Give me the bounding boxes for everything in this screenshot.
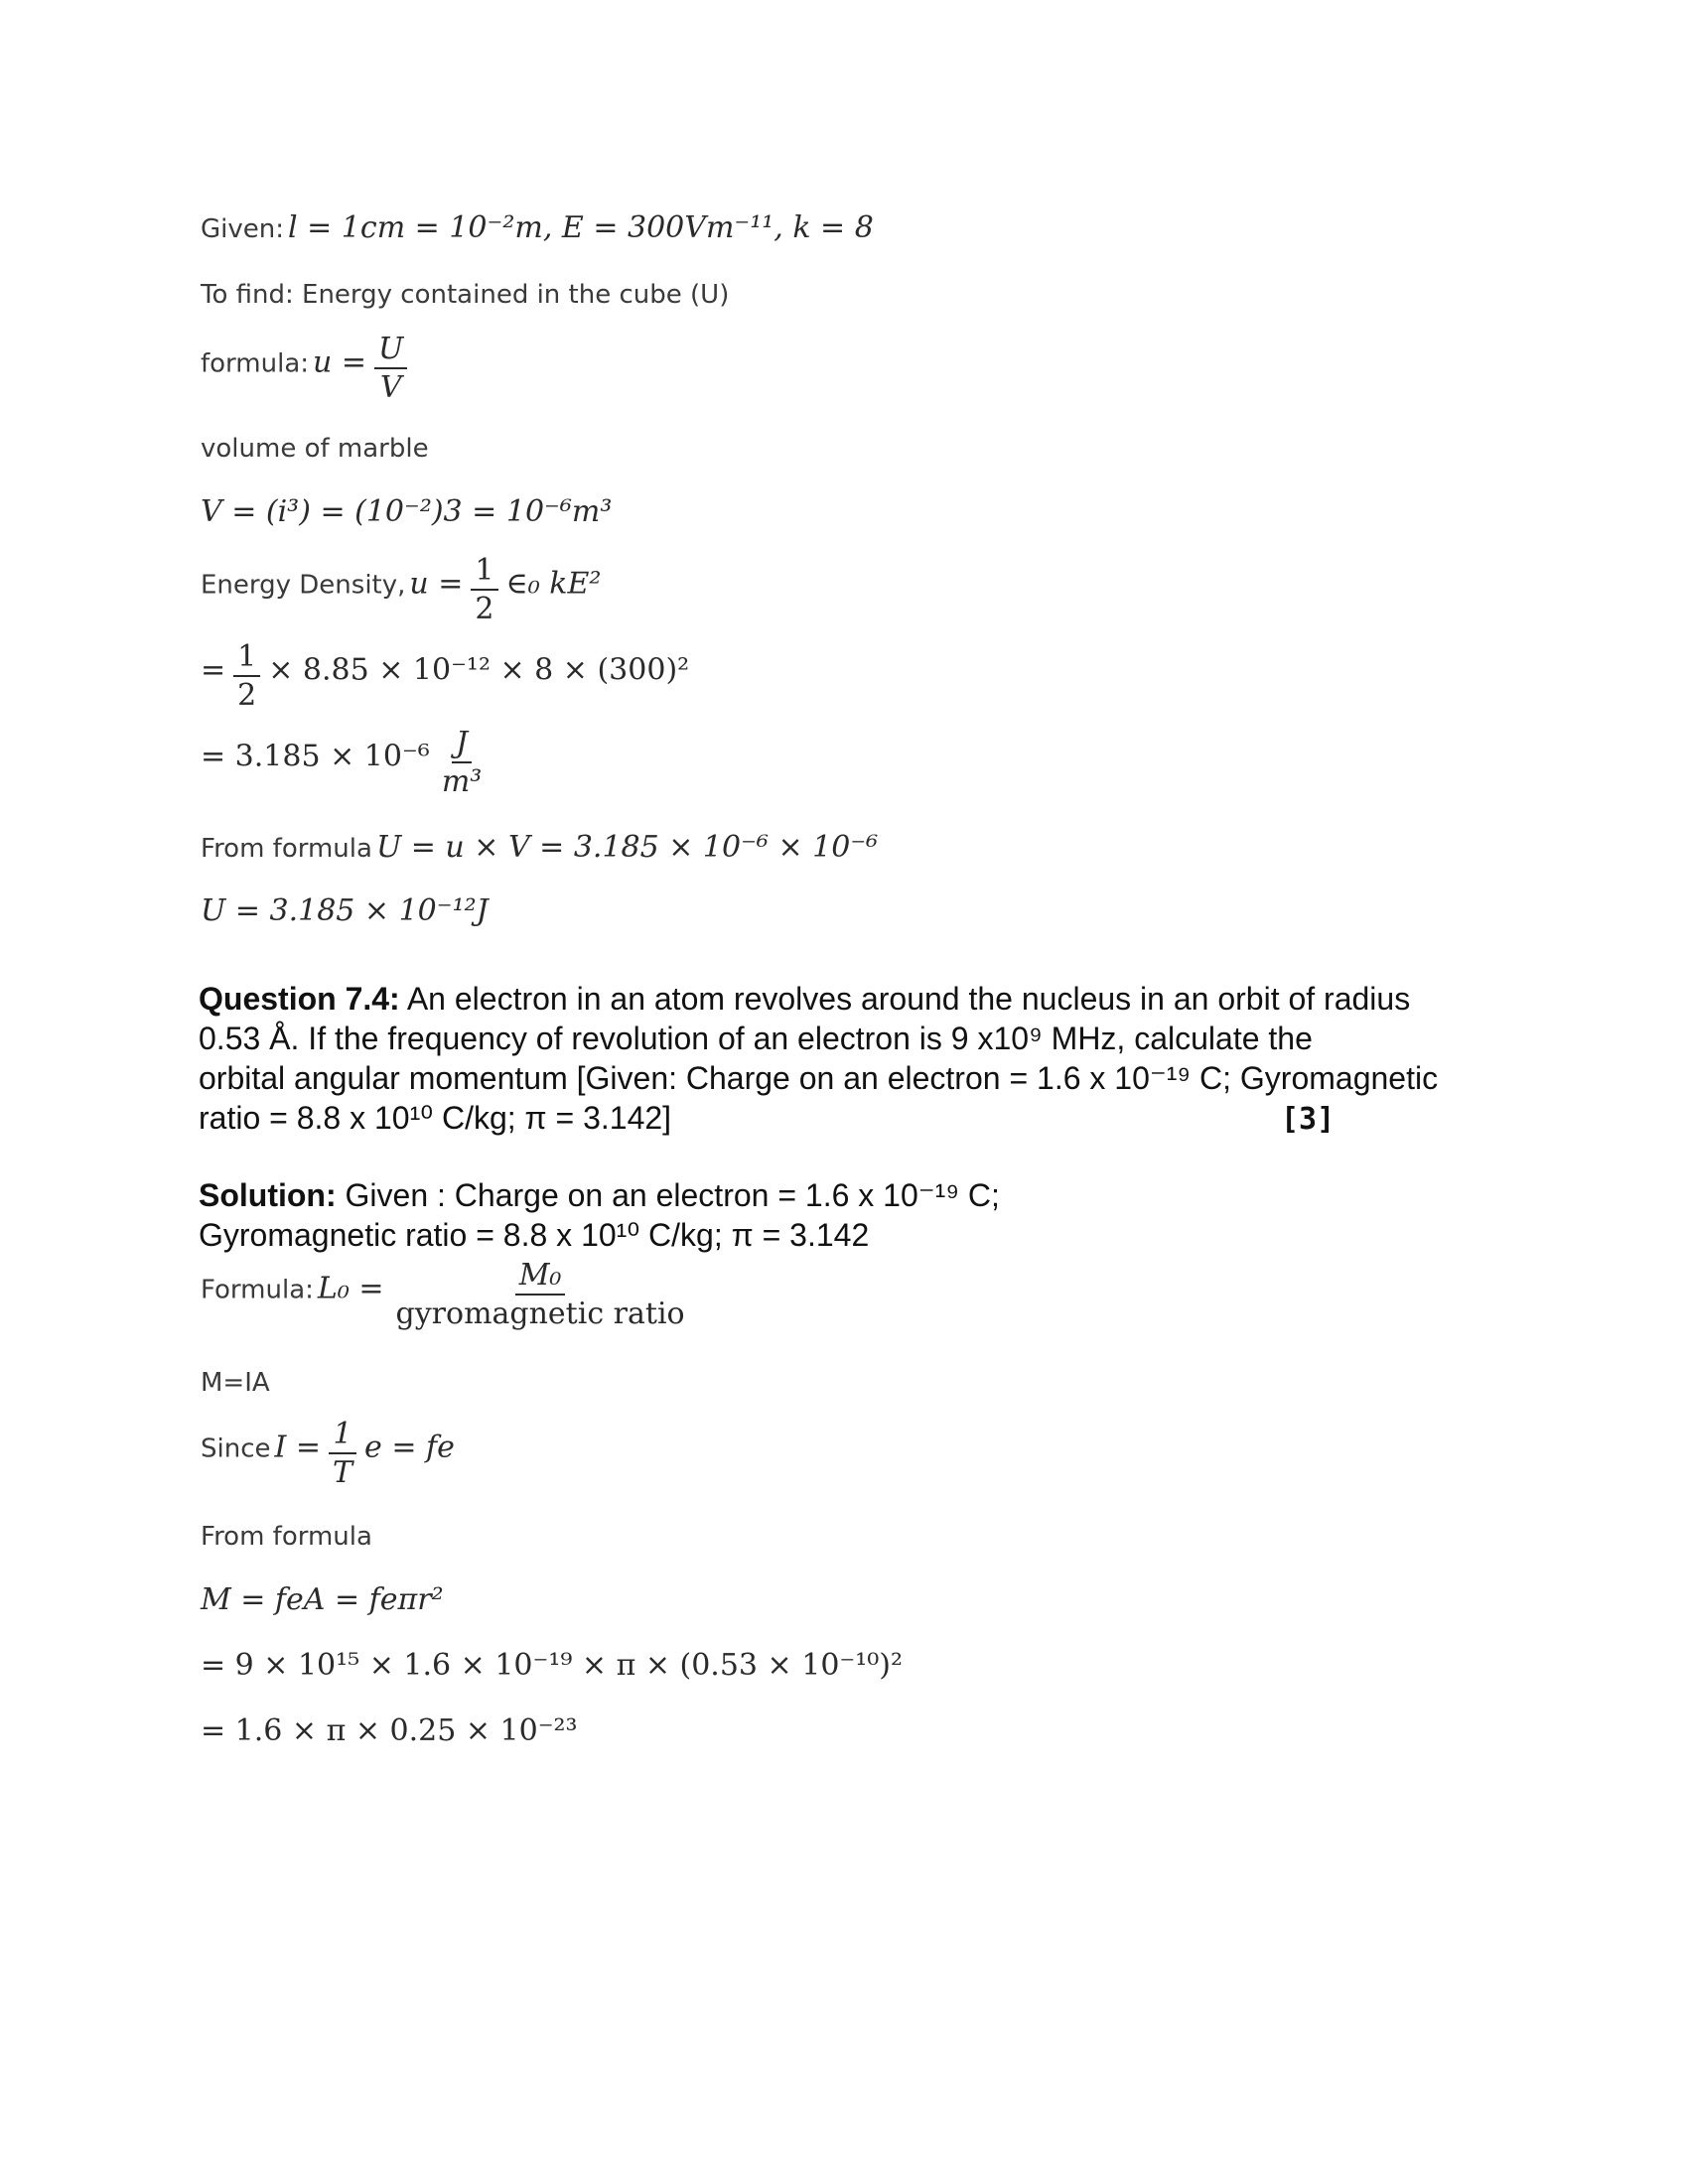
from-formula-label: From formula	[201, 834, 372, 864]
fraction-u-over-v	[374, 333, 407, 404]
formula-u-line	[201, 333, 411, 404]
solution-7-4-given	[199, 1175, 1489, 1255]
formula-lhs: L₀ =	[317, 1271, 384, 1306]
solution-line-1	[199, 1175, 1489, 1215]
step1-line	[201, 640, 689, 712]
solution-line-2: Gyromagnetic ratio = 8.8 x 10¹⁰ C/kg; π = 3.142	[199, 1217, 870, 1253]
m-expression: M = feA = feπr²	[201, 1582, 444, 1617]
question-line-3: orbital angular momentum [Given: Charge on an electron = 1.6 x 10⁻¹⁹ C; Gyromagnetic	[199, 1060, 1439, 1096]
fraction-one-half	[233, 640, 260, 712]
formula-label: Formula:	[201, 1275, 314, 1305]
fraction-denominator: T	[333, 1455, 353, 1490]
since-label: Since	[201, 1433, 271, 1464]
from-formula-label-2: From formula	[201, 1522, 372, 1552]
fraction-numerator: 1	[233, 640, 260, 677]
step2-line	[201, 727, 490, 798]
solution-given-text: Given : Charge on an electron = 1.6 x 10⁻¹⁹ C;	[345, 1177, 1000, 1213]
from-formula-u-line	[201, 830, 878, 865]
fraction-denominator: m³	[441, 764, 483, 799]
formula-lhs: u =	[313, 344, 367, 380]
question-line-2: 0.53 Å. If the frequency of revolution of an electron is 9 x10⁹ MHz, calculate the	[199, 1021, 1313, 1056]
since-rhs: e = fe	[364, 1430, 455, 1465]
fraction-one-over-t	[329, 1418, 356, 1489]
question-label: Question 7.4:	[199, 981, 400, 1017]
since-lhs: I =	[274, 1430, 322, 1465]
fraction-denominator: V	[379, 370, 402, 405]
formula-label: formula:	[201, 348, 310, 379]
energy-density-label: Energy Density,	[201, 570, 406, 601]
marks-badge: [3]	[1281, 1102, 1336, 1137]
from-formula-expression: U = u × V = 3.185 × 10⁻⁶ × 10⁻⁶	[375, 830, 879, 865]
m-equals-ia: M=IA	[201, 1368, 270, 1398]
given-expression: l = 1cm = 10⁻²m, E = 300Vm⁻¹¹, k = 8	[288, 210, 874, 245]
to-find-line: To find: Energy contained in the cube (U)	[201, 280, 730, 310]
solution-label: Solution:	[199, 1177, 337, 1213]
result-u: U = 3.185 × 10⁻¹²J	[201, 893, 489, 928]
fraction-numerator: M₀	[515, 1259, 566, 1296]
fraction-numerator: J	[452, 727, 472, 763]
question-line-1	[199, 979, 1489, 1019]
question-text: An electron in an atom revolves around the nucleus in an orbit of radius	[406, 981, 1411, 1017]
calc-line-1: = 9 × 10¹⁵ × 1.6 × 10⁻¹⁹ × π × (0.53 × 10⁻¹⁰)²	[201, 1648, 904, 1683]
since-line	[201, 1418, 455, 1489]
fraction-j-per-m3	[438, 727, 486, 798]
volume-label: volume of marble	[201, 434, 429, 464]
step1-rhs: × 8.85 × 10⁻¹² × 8 × (300)²	[268, 652, 690, 688]
energy-density-rhs: ∈₀ kE²	[505, 566, 602, 602]
energy-density-line	[201, 554, 601, 625]
question-line-4: ratio = 8.8 x 10¹⁰ C/kg; π = 3.142]	[199, 1100, 672, 1136]
volume-expression: V = (i³) = (10⁻²)3 = 10⁻⁶m³	[201, 494, 613, 529]
given-label: Given:	[201, 214, 284, 244]
fraction-numerator: 1	[471, 554, 497, 591]
formula-l0-line	[201, 1259, 693, 1330]
fraction-one-half	[471, 554, 497, 625]
energy-density-lhs: u =	[409, 566, 464, 602]
fraction-numerator: U	[374, 333, 407, 369]
fraction-denominator: gyromagnetic ratio	[395, 1297, 685, 1331]
fraction-denominator: 2	[475, 592, 494, 626]
fraction-numerator: 1	[329, 1418, 355, 1454]
calc-line-2: = 1.6 × π × 0.25 × 10⁻²³	[201, 1713, 578, 1748]
step1-lhs: =	[201, 652, 226, 688]
step2-lhs: = 3.185 × 10⁻⁶	[201, 739, 430, 774]
fraction-denominator: 2	[237, 678, 257, 713]
given-line	[201, 210, 874, 245]
fraction-m0-over-gyro	[392, 1259, 689, 1330]
